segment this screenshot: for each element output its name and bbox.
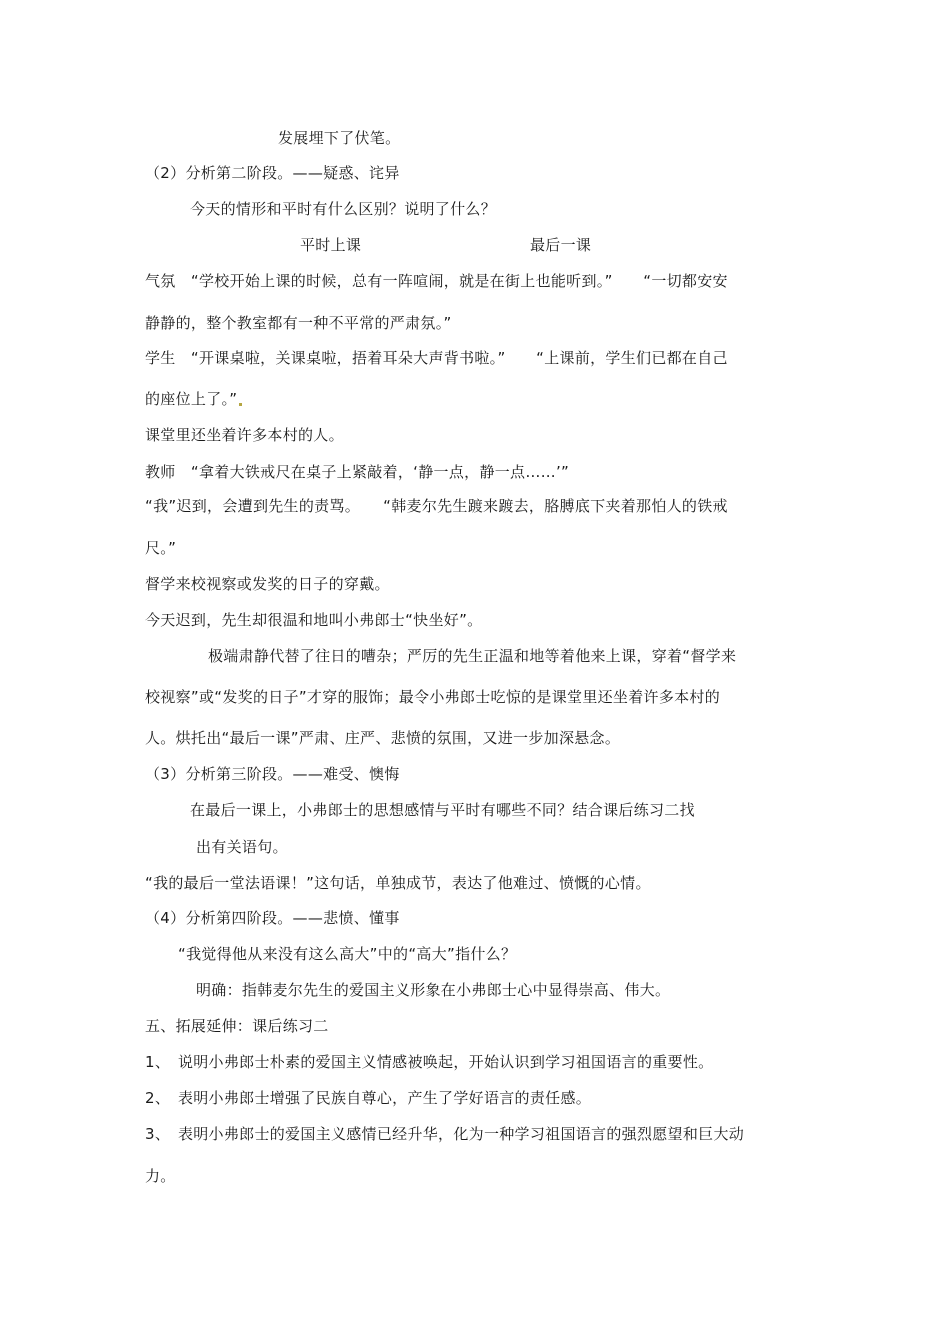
answer-line: 明确：指韩麦尔先生的爱国主义形象在小弗郎士心中显得崇高、伟大。 [196, 981, 671, 999]
text-line: 课堂里还坐着许多本村的人。 [145, 426, 344, 444]
question-line: 今天的情形和平时有什么区别？说明了什么？ [190, 200, 497, 218]
list-item: 3、 表明小弗郎士的爱国主义感情已经升华，化为一种学习祖国语言的强烈愿望和巨大动 [145, 1125, 745, 1143]
list-item-continuation: 力。 [145, 1167, 176, 1185]
question-line: “我觉得他从来没有这么高大”中的“高大”指什么？ [178, 945, 517, 963]
text-line: 教师 “拿着大铁戒尺在桌子上紧敲着，‘静一点，静一点……’” [145, 463, 570, 481]
text-line: 静静的，整个教室都有一种不平常的严肃氛。” [145, 314, 452, 332]
text-line: 督学来校视察或发奖的日子的穿戴。 [145, 575, 390, 593]
text-line: 气氛 “学校开始上课的时候，总有一阵喧闹，就是在街上也能听到。” “一切都安安 [145, 272, 728, 290]
text-line: 的座位上了。” [145, 389, 242, 409]
text-line: 人。烘托出“最后一课”严肃、庄严、悲愤的氛围，又进一步加深悬念。 [145, 729, 621, 747]
section-heading: （4）分析第四阶段。——悲愤、懂事 [145, 909, 400, 927]
text-line: 尺。” [145, 539, 177, 557]
section-heading: （2）分析第二阶段。——疑惑、诧异 [145, 164, 400, 182]
text-line: 今天迟到，先生却很温和地叫小弗郎士“快坐好”。 [145, 611, 483, 629]
list-item: 2、 表明小弗郎士增强了民族自尊心，产生了学好语言的责任感。 [145, 1089, 592, 1107]
text-line: 学生 “开课桌啦，关课桌啦，捂着耳朵大声背书啦。” “上课前，学生们已都在自己 [145, 349, 728, 367]
question-line: 在最后一课上，小弗郎士的思想感情与平时有哪些不同？结合课后练习二找 [190, 801, 695, 819]
text-line: “我”迟到，会遭到先生的责骂。 “韩麦尔先生踱来踱去，胳膊底下夹着那怕人的铁戒 [145, 497, 728, 515]
text-line: 发展埋下了伏笔。 [278, 129, 401, 147]
column-header-last-class: 最后一课 [530, 236, 592, 254]
text-line: 校视察”或“发奖的日子”才穿的服饰；最令小弗郎士吃惊的是课堂里还坐着许多本村的 [145, 688, 721, 706]
column-header-regular-class: 平时上课 [300, 236, 362, 254]
text-line: “我的最后一堂法语课！”这句话，单独成节，表达了他难过、愤慨的心情。 [145, 874, 651, 892]
section-heading: 五、拓展延伸：课后练习二 [145, 1017, 329, 1035]
text-line: 极端肃静代替了往日的嘈杂；严厉的先生正温和地等着他来上课，穿着“督学来 [208, 647, 737, 665]
list-item: 1、 说明小弗郎士朴素的爱国主义情感被唤起，开始认识到学习祖国语言的重要性。 [145, 1053, 714, 1071]
text-line: 出有关语句。 [196, 838, 288, 856]
section-heading: （3）分析第三阶段。——难受、懊悔 [145, 765, 400, 783]
